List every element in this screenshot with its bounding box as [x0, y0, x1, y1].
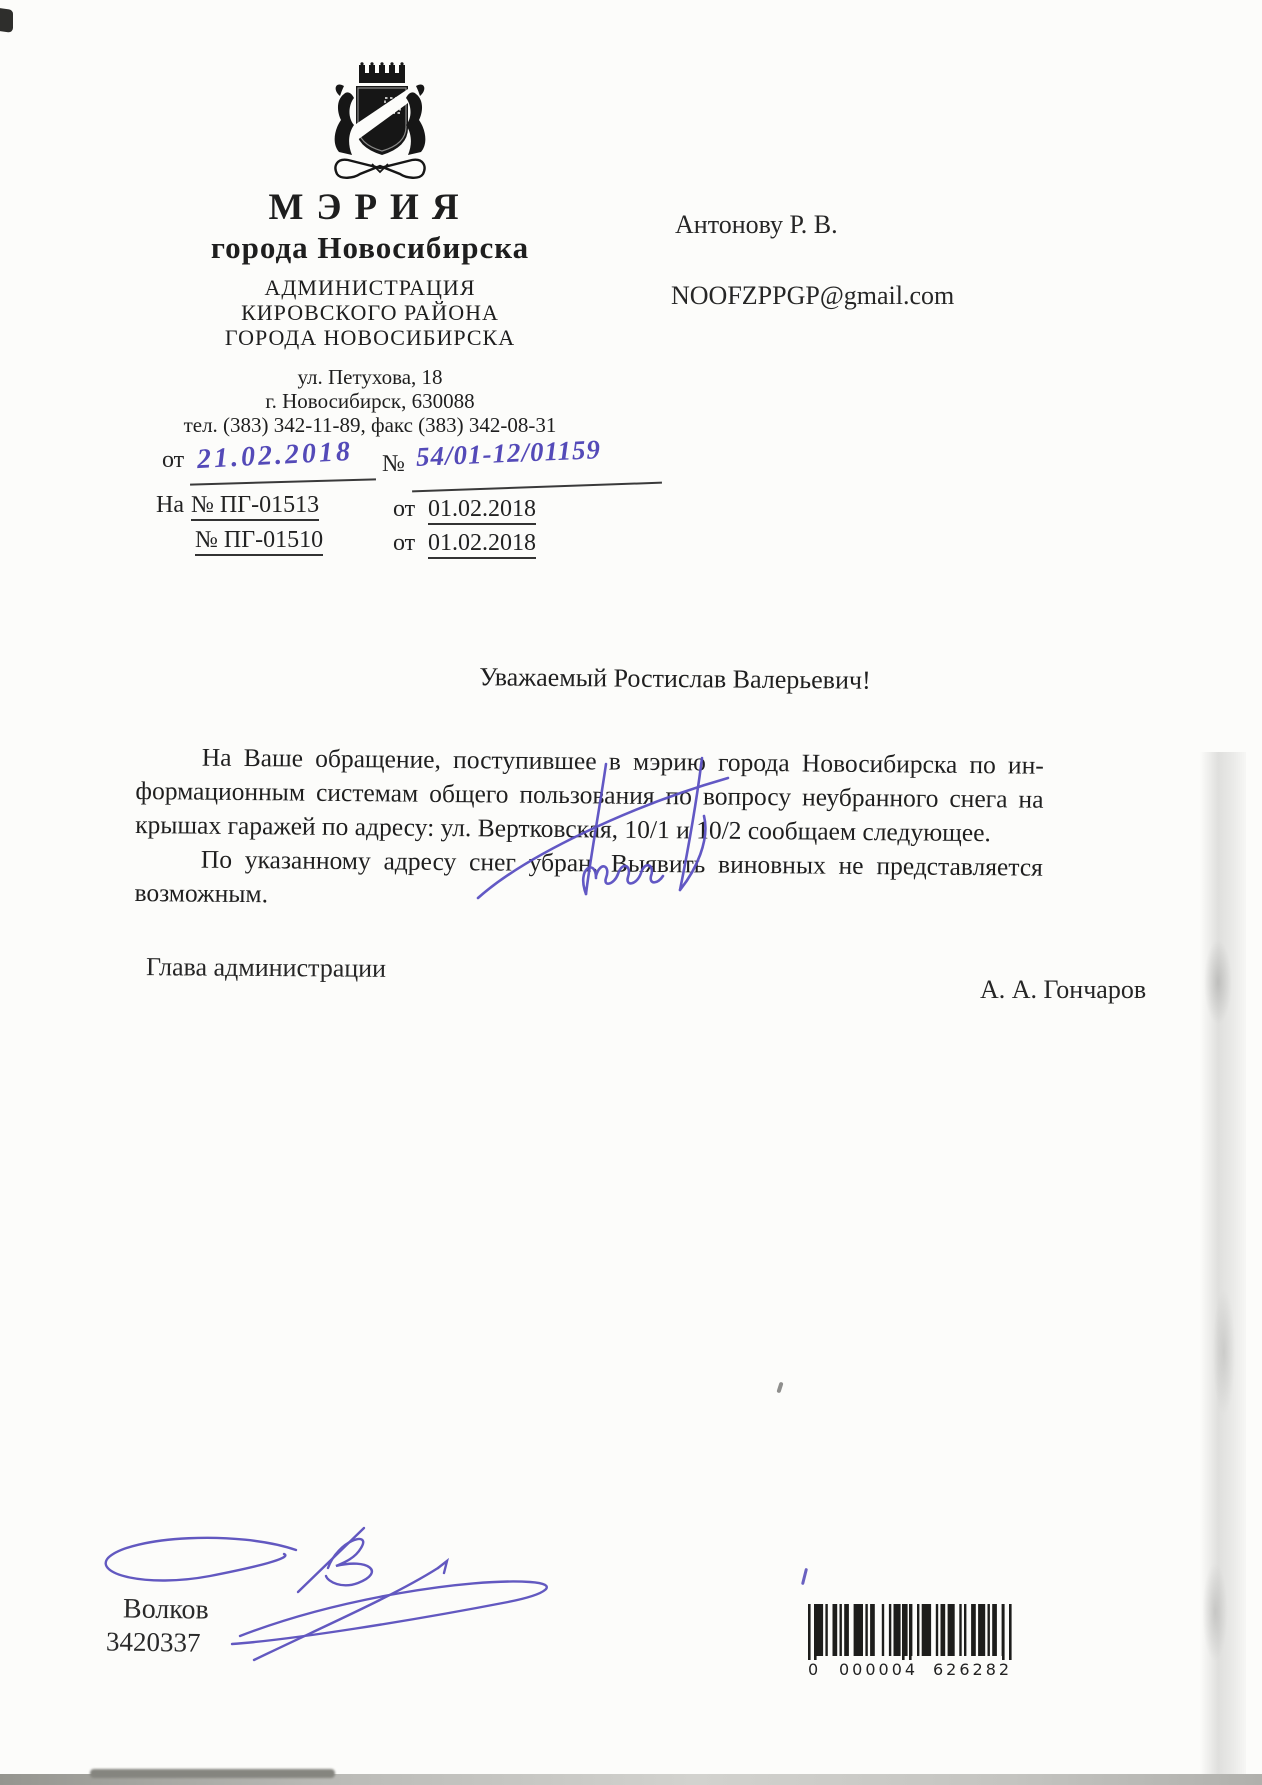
reference-date-1: 01.02.2018 — [428, 496, 536, 523]
outgoing-date-underline — [190, 477, 376, 485]
body-line: На Ваше обращение, поступившее в мэрию города Новосибирска по ин- — [201, 742, 1044, 780]
salutation: Уважаемый Ростислав Валерьевич! — [479, 662, 871, 695]
org-address-city: г. Новосибирск, 630088 — [265, 389, 475, 413]
reference-prefix: На — [156, 492, 184, 518]
executor-signature-ink — [88, 1526, 574, 1678]
reference-date-label-1: от — [393, 496, 416, 522]
recipient-name: Антонову Р. В. — [675, 210, 838, 239]
body-line: возможным. — [134, 877, 269, 909]
body-line: крышах гаражей по адресу: ул. Вертковская, 10/1 и 10/2 сообщаем следующее. — [135, 809, 992, 848]
outgoing-number-underline — [412, 481, 662, 493]
org-sub-line1: АДМИНИСТРАЦИЯ — [264, 275, 476, 300]
novosibirsk-coat-of-arms-icon — [328, 62, 432, 182]
barcode-digit-group: 626282 — [933, 1660, 1013, 1679]
scan-streak-right — [1200, 752, 1246, 1785]
signer-name: А. А. Гончаров — [980, 975, 1147, 1004]
recipient-email: NOOFZPPGP@gmail.com — [671, 281, 955, 310]
barcode-digit-group: 000004 — [839, 1660, 919, 1679]
executor-name: Волков — [122, 1593, 209, 1626]
outgoing-number-handwritten: 54/01-12/01159 — [415, 434, 602, 472]
reference-date-2: 01.02.2018 — [428, 530, 536, 557]
org-sub-line3: ГОРОДА НОВОСИБИРСКА — [224, 325, 516, 350]
scan-speck-middle — [776, 1382, 783, 1394]
body-line: формационным системам общего пользования по вопросу неубранного снега на — [135, 775, 1044, 814]
scan-blot-bottom-left — [90, 1769, 335, 1778]
org-title-line1: МЭРИЯ — [268, 187, 472, 228]
outgoing-number-label: № — [382, 451, 405, 477]
body-line: По указанному адресу снег убран. Выявить виновных не представляется — [200, 844, 1043, 882]
org-address-street: ул. Петухова, 18 — [297, 365, 443, 389]
reference-date-label-2: от — [393, 530, 416, 556]
org-sub-line2: КИРОВСКОГО РАЙОНА — [241, 300, 499, 325]
barcode — [806, 1604, 1020, 1694]
letterhead — [150, 186, 590, 437]
ink-speck — [801, 1568, 808, 1585]
signer-position-title: Глава администрации — [145, 952, 387, 983]
head-signature-ink — [470, 748, 755, 916]
outgoing-date-handwritten: 21.02.2018 — [196, 435, 354, 476]
outgoing-date-label: от — [162, 447, 185, 473]
org-title-line2: города Новосибирска — [210, 230, 530, 265]
reference-number-1: № ПГ-01513 — [191, 492, 319, 519]
org-address-phone: тел. (383) 342-11-89, факс (383) 342-08-31 — [183, 413, 557, 437]
barcode-digit-group: 0 — [808, 1660, 819, 1679]
executor-phone: 3420337 — [105, 1626, 201, 1658]
reference-number-2: № ПГ-01510 — [195, 527, 323, 554]
scan-speck-top-left — [0, 8, 13, 33]
